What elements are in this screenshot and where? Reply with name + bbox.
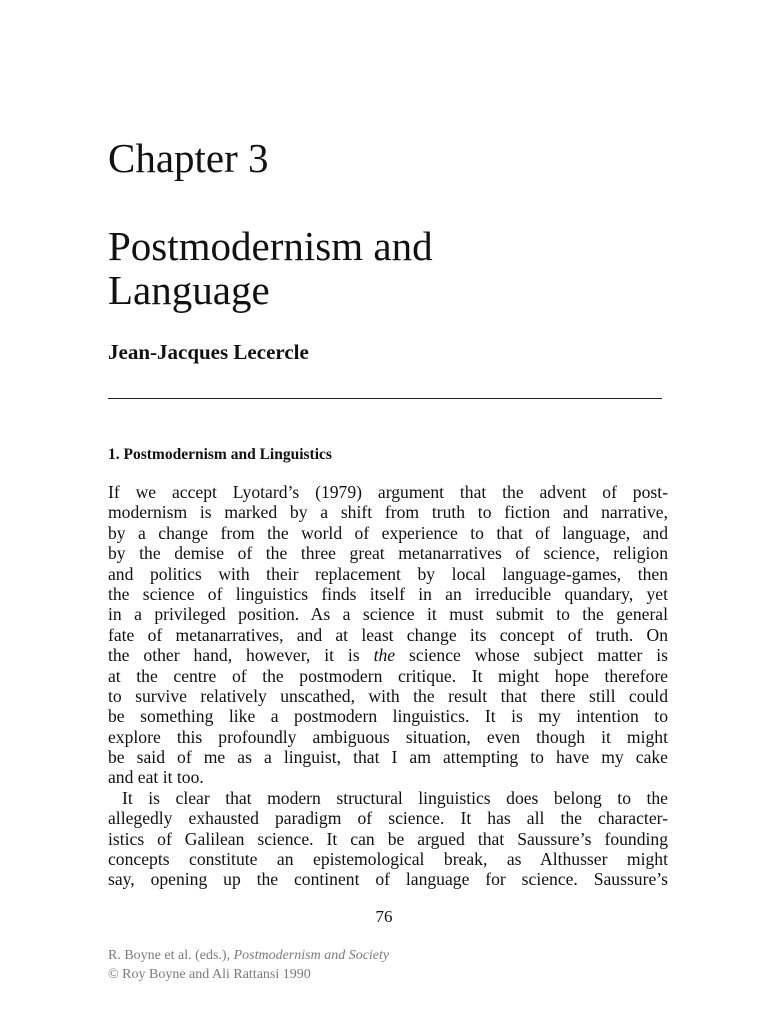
body-line-with-emphasis: [108, 645, 668, 665]
section-heading: 1. Postmodernism and Linguistics: [108, 446, 332, 463]
chapter-title: [108, 224, 668, 312]
page-number: 76: [375, 907, 393, 926]
body-line: be something like a postmodern linguistics. It is my intention to: [108, 706, 668, 727]
body-line: It is clear that modern structural linguistics does belong to the: [122, 787, 668, 808]
body-line: at the centre of the postmodern critique. It might hope therefore: [108, 665, 668, 686]
body-line: and eat it too.: [108, 767, 204, 788]
body-line: explore this profoundly ambiguous situation, even though it might: [108, 726, 668, 747]
body-line: If we accept Lyotard’s (1979) argument that the advent of post-: [108, 482, 668, 502]
body-line: be said of me as a linguist, that I am attempting to have my cake: [108, 747, 668, 768]
citation-line: [108, 946, 389, 965]
body-line: and politics with their replacement by local language-games, then: [108, 563, 668, 584]
body-line: fate of metanarratives, and at least change its concept of truth. On: [108, 624, 668, 645]
body-text: [108, 482, 668, 890]
body-line: by the demise of the three great metanarratives of science, religion: [108, 543, 668, 564]
title-divider: [108, 398, 662, 399]
emphasized-word: the: [373, 645, 396, 666]
chapter-number: Chapter 3: [108, 135, 269, 181]
body-line: by a change from the world of experience to that of language, and: [108, 522, 668, 543]
body-line: concepts constitute an epistemological break, as Althusser might: [108, 849, 668, 870]
body-line-segment: science whose subject matter is: [395, 645, 668, 666]
body-line: allegedly exhausted paradigm of science. It has all the character-: [108, 808, 668, 829]
chapter-title-line-1: Postmodernism and: [108, 223, 433, 269]
copyright-line: © Roy Boyne and Ali Rattansi 1990: [108, 967, 311, 982]
body-line: to survive relatively unscathed, with the result that there still could: [108, 685, 668, 706]
citation-editors: R. Boyne et al. (eds.),: [108, 948, 234, 963]
copyright-footer: [108, 946, 389, 984]
body-line-segment: the other hand, however, it is: [108, 645, 374, 666]
chapter-title-line-2: Language: [108, 267, 270, 313]
body-line: istics of Galilean science. It can be argued that Saussure’s founding: [108, 828, 668, 849]
book-title: Postmodernism and Society: [233, 948, 390, 963]
body-line: say, opening up the continent of language for science. Saussure’s: [108, 869, 668, 890]
body-line: in a privileged position. As a science it must submit to the general: [108, 604, 668, 625]
body-line: modernism is marked by a shift from truth to fiction and narrative,: [108, 502, 668, 523]
body-line: the science of linguistics finds itself in an irreducible quandary, yet: [108, 583, 668, 604]
chapter-author: Jean-Jacques Lecercle: [108, 340, 309, 364]
